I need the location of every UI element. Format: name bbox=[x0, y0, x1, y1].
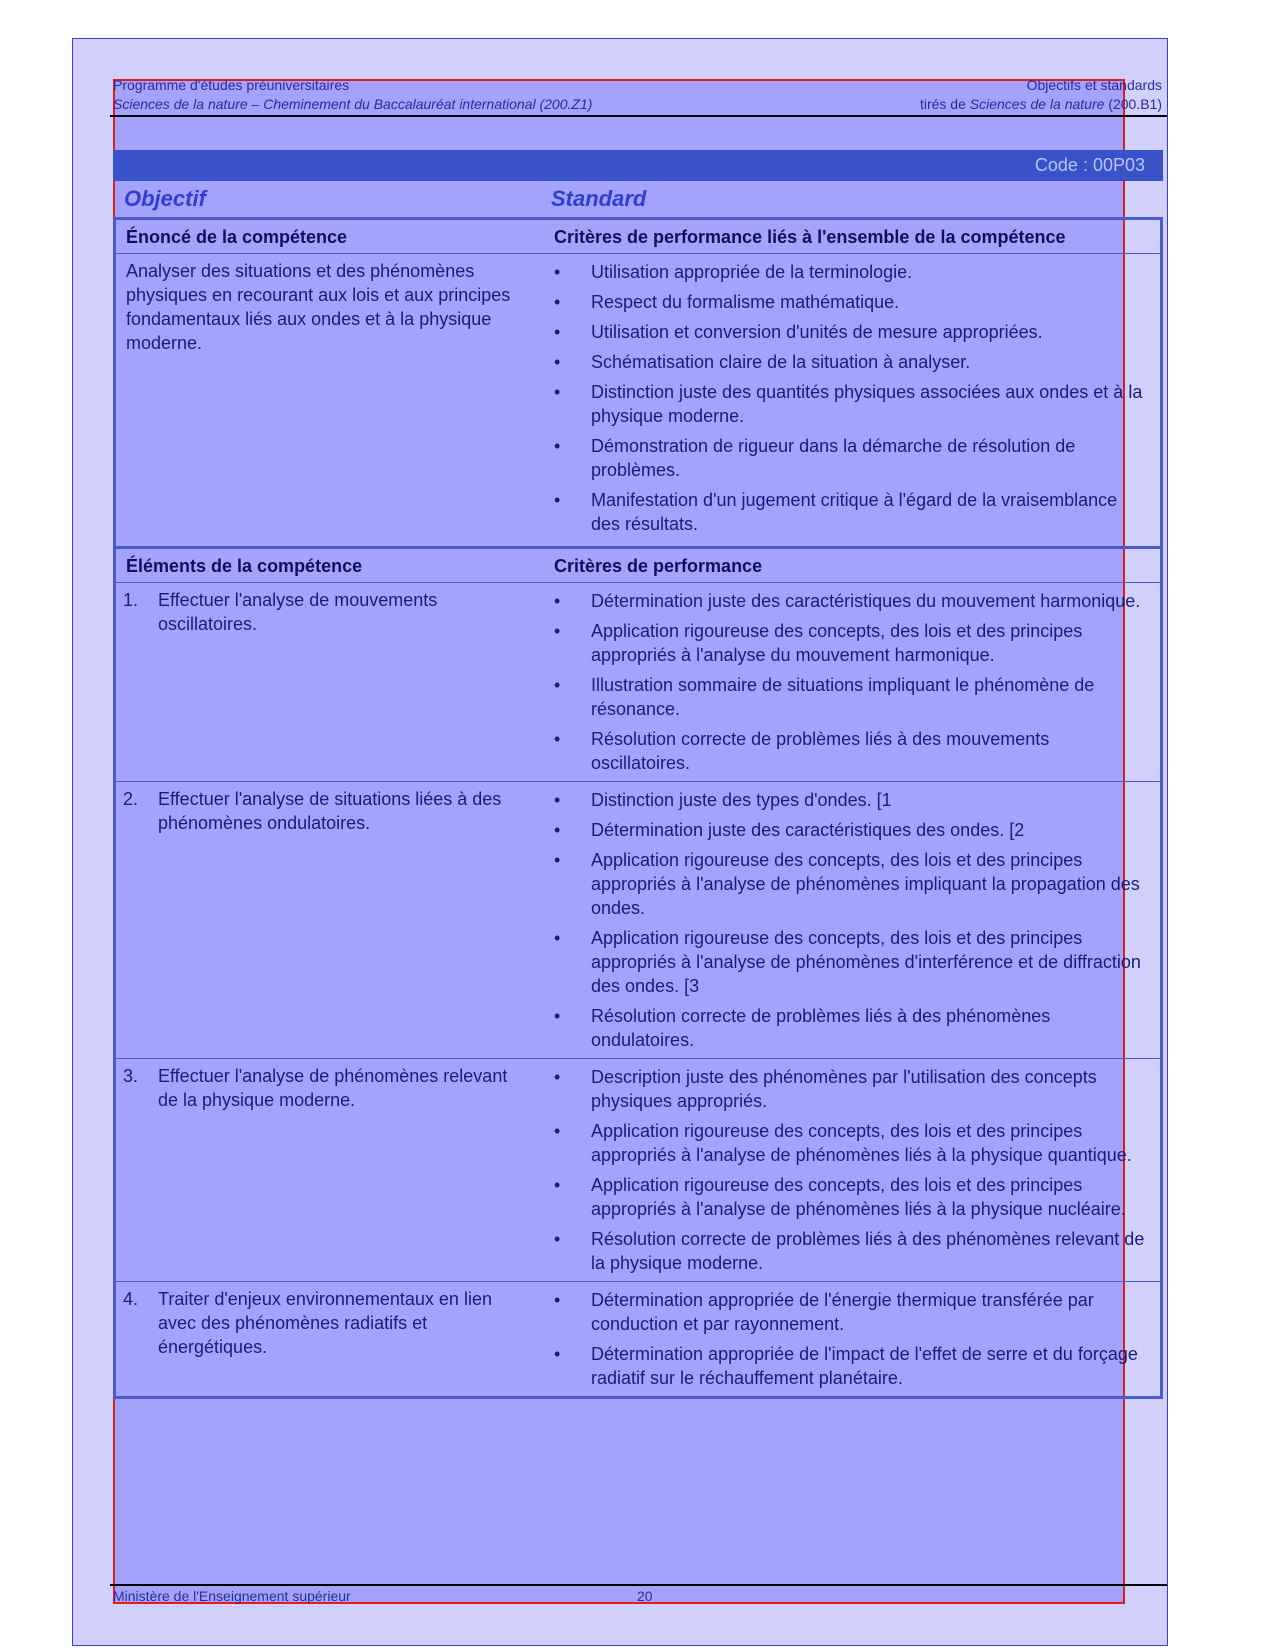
element-text: Effectuer l'analyse de phénomènes relevant de la physique moderne. bbox=[158, 1066, 508, 1110]
element-3 bbox=[115, 1059, 541, 1282]
header-pathway: Sciences de la nature – Cheminement du Baccalauréat international (200.Z1) bbox=[113, 96, 593, 112]
page-number: 20 bbox=[637, 1588, 653, 1604]
footer-ministry: Ministère de l'Enseignement supérieur bbox=[113, 1588, 351, 1604]
objective-title: Objectif bbox=[124, 186, 206, 211]
criterion-item: • Distinction juste des quantités physiques associées aux ondes et à la physique moderne. bbox=[554, 380, 1148, 428]
header-line-1 bbox=[113, 77, 1162, 94]
criterion-item: • Application rigoureuse des concepts, des lois et des principes appropriés à l'analyse de phénomènes d'interférence et de diffraction des ondes. [3 bbox=[554, 926, 1148, 998]
element-4 bbox=[115, 1282, 541, 1398]
criterion-item: • Application rigoureuse des concepts, des lois et des principes appropriés à l'analyse du mouvement harmonique. bbox=[554, 619, 1148, 667]
criterion-item: • Résolution correcte de problèmes liés à des phénomènes relevant de la physique moderne. bbox=[554, 1227, 1148, 1275]
criterion-item: • Détermination appropriée de l'impact de l'effet de serre et du forçage radiatif sur le réchauffement planétaire. bbox=[554, 1342, 1148, 1390]
element-2 bbox=[115, 782, 541, 1059]
competency-code: Code : 00P03 bbox=[1034, 155, 1145, 175]
criterion-item: • Illustration sommaire de situations impliquant le phénomène de résonance. bbox=[554, 673, 1148, 721]
element-1 bbox=[115, 583, 541, 782]
element-text: Effectuer l'analyse de situations liées à des phénomènes ondulatoires. bbox=[158, 789, 502, 833]
header-source-italic: Sciences de la nature bbox=[969, 96, 1105, 112]
criterion-item: • Démonstration de rigueur dans la démarche de résolution de problèmes. bbox=[554, 434, 1148, 482]
criterion-item: • Détermination appropriée de l'énergie thermique transférée par conduction et par rayonnement. bbox=[554, 1288, 1148, 1336]
element-text: Traiter d'enjeux environnementaux en lien avec des phénomènes radiatifs et énergétiques. bbox=[158, 1289, 492, 1357]
criterion-item: • Application rigoureuse des concepts, des lois et des principes appropriés à l'analyse de phénomènes impliquant la propagation des ondes. bbox=[554, 848, 1148, 920]
header-objectives: Objectifs et standards bbox=[1026, 77, 1162, 93]
element-1-criteria bbox=[540, 583, 1162, 782]
global-criteria-header: Critères de performance liés à l'ensemble de la compétence bbox=[540, 219, 1162, 254]
footer bbox=[113, 1588, 653, 1604]
statement-header: Énoncé de la compétence bbox=[115, 219, 541, 254]
header-source-suffix: (200.B1) bbox=[1104, 96, 1162, 112]
global-criteria-cell bbox=[540, 254, 1162, 548]
criterion-item: • Respect du formalisme mathématique. bbox=[554, 290, 1148, 314]
header-program: Programme d'études préuniversitaires bbox=[113, 77, 350, 93]
criterion-item: • Utilisation et conversion d'unités de mesure appropriées. bbox=[554, 320, 1148, 344]
element-number: 3. bbox=[123, 1066, 139, 1086]
elements-table bbox=[113, 546, 1163, 1399]
element-4-criteria bbox=[540, 1282, 1162, 1398]
header-line-2 bbox=[113, 96, 1162, 113]
criterion-item: • Résolution correcte de problèmes liés à des phénomènes ondulatoires. bbox=[554, 1004, 1148, 1052]
code-bar bbox=[113, 150, 1163, 181]
element-number: 4. bbox=[123, 1289, 139, 1309]
element-number: 2. bbox=[123, 789, 139, 809]
global-criteria-list bbox=[554, 260, 1148, 536]
criterion-item: • Distinction juste des types d'ondes. [1 bbox=[554, 788, 1148, 812]
header-source bbox=[920, 96, 1162, 113]
criterion-item: • Application rigoureuse des concepts, des lois et des principes appropriés à l'analyse de phénomènes liés à la physique quantique. bbox=[554, 1119, 1148, 1167]
element-number: 1. bbox=[123, 590, 139, 610]
criterion-item: • Utilisation appropriée de la terminologie. bbox=[554, 260, 1148, 284]
criterion-item: • Manifestation d'un jugement critique à l'égard de la vraisemblance des résultats. bbox=[554, 488, 1148, 536]
criterion-item: • Schématisation claire de la situation à analyser. bbox=[554, 350, 1148, 374]
element-2-criteria bbox=[540, 782, 1162, 1059]
header-source-prefix: tirés de bbox=[919, 96, 970, 112]
standard-title: Standard bbox=[551, 186, 647, 211]
criterion-item: • Résolution correcte de problèmes liés à des mouvements oscillatoires. bbox=[554, 727, 1148, 775]
elements-header: Éléments de la compétence bbox=[115, 548, 541, 583]
header-rule bbox=[110, 115, 1167, 117]
criteria-header: Critères de performance bbox=[540, 548, 1162, 583]
element-text: Effectuer l'analyse de mouvements oscillatoires. bbox=[158, 590, 438, 634]
criterion-item: • Application rigoureuse des concepts, des lois et des principes appropriés à l'analyse de phénomènes liés à la physique nucléaire. bbox=[554, 1173, 1148, 1221]
criterion-item: • Détermination juste des caractéristiques du mouvement harmonique. bbox=[554, 589, 1148, 613]
criterion-item: • Détermination juste des caractéristiques des ondes. [2 bbox=[554, 818, 1148, 842]
element-3-criteria bbox=[540, 1059, 1162, 1282]
criterion-item: • Description juste des phénomènes par l'utilisation des concepts physiques appropriés. bbox=[554, 1065, 1148, 1113]
footer-rule bbox=[110, 1584, 1167, 1586]
competency-statement: Analyser des situations et des phénomènes physiques en recourant aux lois et aux principes fondamentaux liés aux ondes et à la physique moderne. bbox=[126, 261, 511, 353]
competency-table bbox=[113, 217, 1163, 549]
